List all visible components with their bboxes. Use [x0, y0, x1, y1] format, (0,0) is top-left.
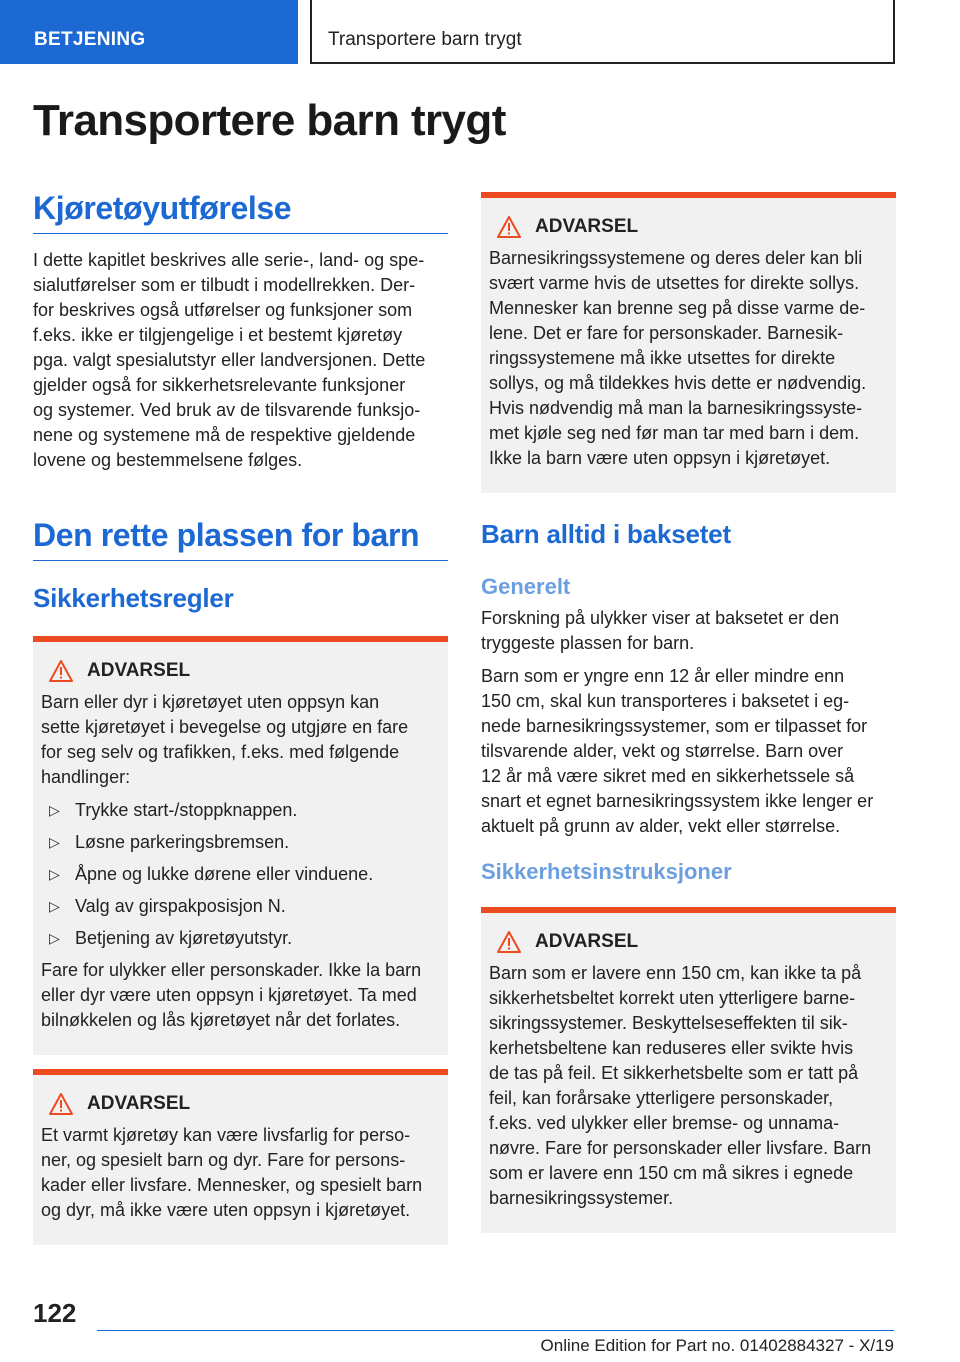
heading-backseat: Barn alltid i baksetet [481, 519, 731, 549]
warning-box-hot-vehicle [33, 1069, 448, 1245]
heading-safety-instructions: Sikkerhetsinstruksjoner [481, 859, 732, 884]
running-header-title: Transportere barn trygt [310, 0, 895, 64]
heading-safety-rules: Sikkerhetsregler [33, 583, 234, 613]
edition-footer: Online Edition for Part no. 01402884327 - X/19 [540, 1336, 894, 1355]
warning-intro: Barn eller dyr i kjøretøyet uten oppsyn kan sette kjøretøyet i bevegelse og utgjøre en fare for seg selv og trafikken, f.eks. med følgende handlinger: [41, 692, 409, 787]
general-text-1: Forskning på ulykker viser at baksetet er den tryggeste plassen for barn. [481, 608, 840, 653]
section-tab: BETJENING [0, 0, 298, 64]
warning-label: ADVARSEL [87, 660, 191, 681]
vehicle-version-text: I dette kapitlet beskrives alle serie-, land- og spe- sialutførelser som er tilbudt i modellrekken. Der- for beskrives også utførelser og funksjoner som f.eks. ikke er tilgjengelige i et bestemt kjøretøy pga. valgt spesialutstyr eller landversjonen. Dette gjelder også for sikkerhetsrelevante funksjoner og systemer. Ved bruk av de tilsvarende funksjo- nene og systemene må de respektive gjeldende lovene og bestemmelsene følges. [33, 250, 426, 470]
page-title: Transportere barn trygt [33, 96, 506, 145]
triangle-bullet-icon: ▷ [49, 802, 60, 818]
triangle-bullet-icon: ▷ [49, 930, 60, 946]
list-item: ▷ Løsne parkeringsbremsen. [41, 830, 440, 855]
warning-label: ADVARSEL [87, 1093, 191, 1114]
warning-box-unattended [33, 636, 448, 1055]
warning-action-list [41, 798, 440, 951]
warning-header [49, 658, 440, 684]
triangle-bullet-icon: ▷ [49, 898, 60, 914]
general-text-2: Barn som er yngre enn 12 år eller mindre enn 150 cm, skal kun transporteres i baksetet i eg- nede barnesikringssystemer, som er tilpasset for tilsvarende alder, vekt og størrelse. Barn over 12 år må være sikret med en sikkerhetssele så snart et egnet barnesikringssystem ikke lenger er aktuelt på grunn av alder, vekt eller størrelse. [481, 666, 874, 836]
warning-text: Et varmt kjøretøy kan være livsfarlig for perso- ner, og spesielt barn og dyr. Fare for persons- kader eller livsfare. Mennesker, og spesielt barn og dyr, må ikke være uten oppsyn i kjøretøyet. [41, 1125, 423, 1220]
warning-triangle-icon [49, 1093, 73, 1115]
list-item: ▷ Åpne og lukke dørene eller vinduene. [41, 862, 440, 887]
heading-vehicle-version: Kjøretøyutførelse [33, 190, 448, 234]
list-item: ▷ Betjening av kjøretøyutstyr. [41, 926, 440, 951]
warning-box-hot-seats [481, 192, 896, 493]
warning-label: ADVARSEL [535, 216, 639, 237]
right-column [481, 192, 896, 1233]
warning-text: Barnesikringssystemene og deres deler kan bli svært varme hvis de utsettes for direkte sollys. Mennesker kan brenne seg på disse varme de- lene. Det er fare for personskader. Barnesik- ringssystemene må ikke utsettes for direkte sollys, og må tildekkes hvis dette er nødvendig. Hvis nødvendig må man la barnesikringssyste- met kjøle seg ned før man tar med barn i dem. Ikke la barn være uten oppsyn i kjøretøyet. [489, 248, 867, 468]
triangle-bullet-icon: ▷ [49, 866, 60, 882]
warning-triangle-icon [497, 931, 521, 953]
warning-header [49, 1091, 440, 1117]
warning-box-seatbelt [481, 907, 896, 1233]
warning-triangle-icon [497, 216, 521, 238]
page-number: 122 [33, 1298, 77, 1328]
heading-general: Generelt [481, 574, 571, 599]
left-column [33, 190, 448, 1245]
warning-header [497, 214, 888, 240]
list-item: ▷ Trykke start-/stoppknappen. [41, 798, 440, 823]
warning-triangle-icon [49, 660, 73, 682]
warning-text: Barn som er lavere enn 150 cm, kan ikke ta på sikkerhetsbeltet korrekt uten ytterligere barne- sikringssystemer. Beskyttelseseffekten til sik- kerhetsbeltene kan reduseres eller svikte hvis de tas på feil. Et sikkerhetsbelte som er tatt på feil, kan forårsake ytterligere personskader, f.eks. ved ulykker eller bremse- og unnama- nøvre. Fare for personskader eller livsfare. Barn som er lavere enn 150 cm må sikres i egnede barnesikringssystemer. [489, 963, 872, 1208]
list-item: ▷ Valg av girspakposisjon N. [41, 894, 440, 919]
heading-right-place: Den rette plassen for barn [33, 517, 448, 561]
triangle-bullet-icon: ▷ [49, 834, 60, 850]
warning-header [497, 929, 888, 955]
warning-label: ADVARSEL [535, 931, 639, 952]
warning-outro: Fare for ulykker eller personskader. Ikke la barn eller dyr være uten oppsyn i kjøretøyet. Ta med bilnøkkelen og lås kjøretøyet når det forlates. [41, 960, 422, 1030]
footer-divider [97, 1330, 894, 1331]
